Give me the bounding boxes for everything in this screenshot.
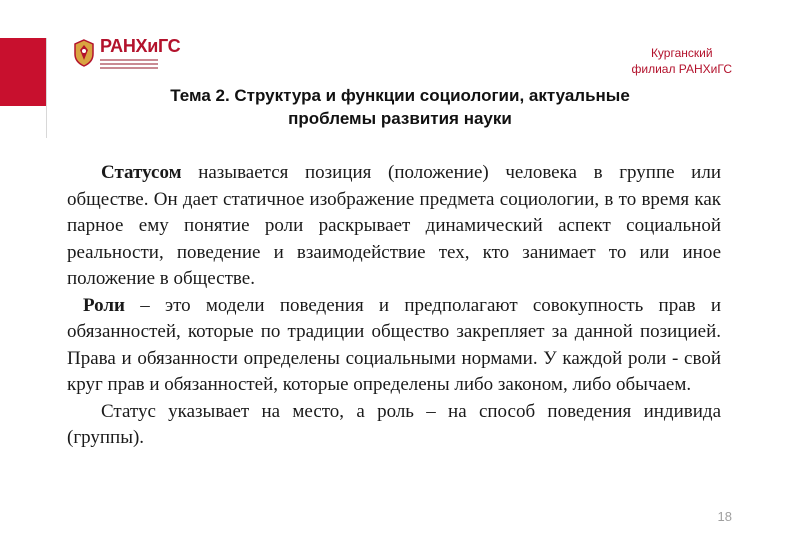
page-number: 18 [717, 509, 732, 524]
slide-body [67, 160, 721, 452]
branch-line-1: Курганский [650, 46, 713, 60]
paragraph-roles [67, 293, 721, 399]
red-accent-block [0, 38, 46, 106]
branch-label [632, 45, 733, 77]
ranepa-logo [73, 36, 180, 70]
term-status: Статусом [101, 162, 182, 183]
paragraph-summary: Статус указывает на место, а роль – на способ поведения индивида (группы). [67, 400, 721, 448]
slide-title-line-2: проблемы развития науки [288, 109, 512, 128]
paragraph-status [67, 160, 721, 293]
logo-subtitle-lines [100, 57, 180, 69]
slide-title [120, 84, 680, 130]
slide-title-line-1: Тема 2. Структура и функции социологии, актуальные [170, 86, 630, 105]
logo-name: РАНХиГС [100, 36, 181, 56]
ranepa-emblem-icon [73, 38, 95, 68]
paragraph-roles-text: – это модели поведения и предполагают совокупность прав и обязанностей, которые по традиции общество закрепляет за данной позицией. Права и обязанности определены социальными нормами. У каждой роли - свой круг прав и обязанностей, которые определены либо законом, либо обычаем. [67, 294, 721, 395]
vertical-divider [46, 38, 47, 138]
term-roles: Роли [83, 294, 125, 316]
paragraph-status-text: называется позиция (положение) человека в группе или обществе. Он дает статичное изображение предмета социологии, в то время как парное ему понятие роли раскрывает динамический аспект социальной реальности, поведение и взаимодействие тех, кто занимает то или иное положение в обществе. [67, 162, 721, 289]
branch-line-2: филиал РАНХиГС [631, 62, 732, 76]
